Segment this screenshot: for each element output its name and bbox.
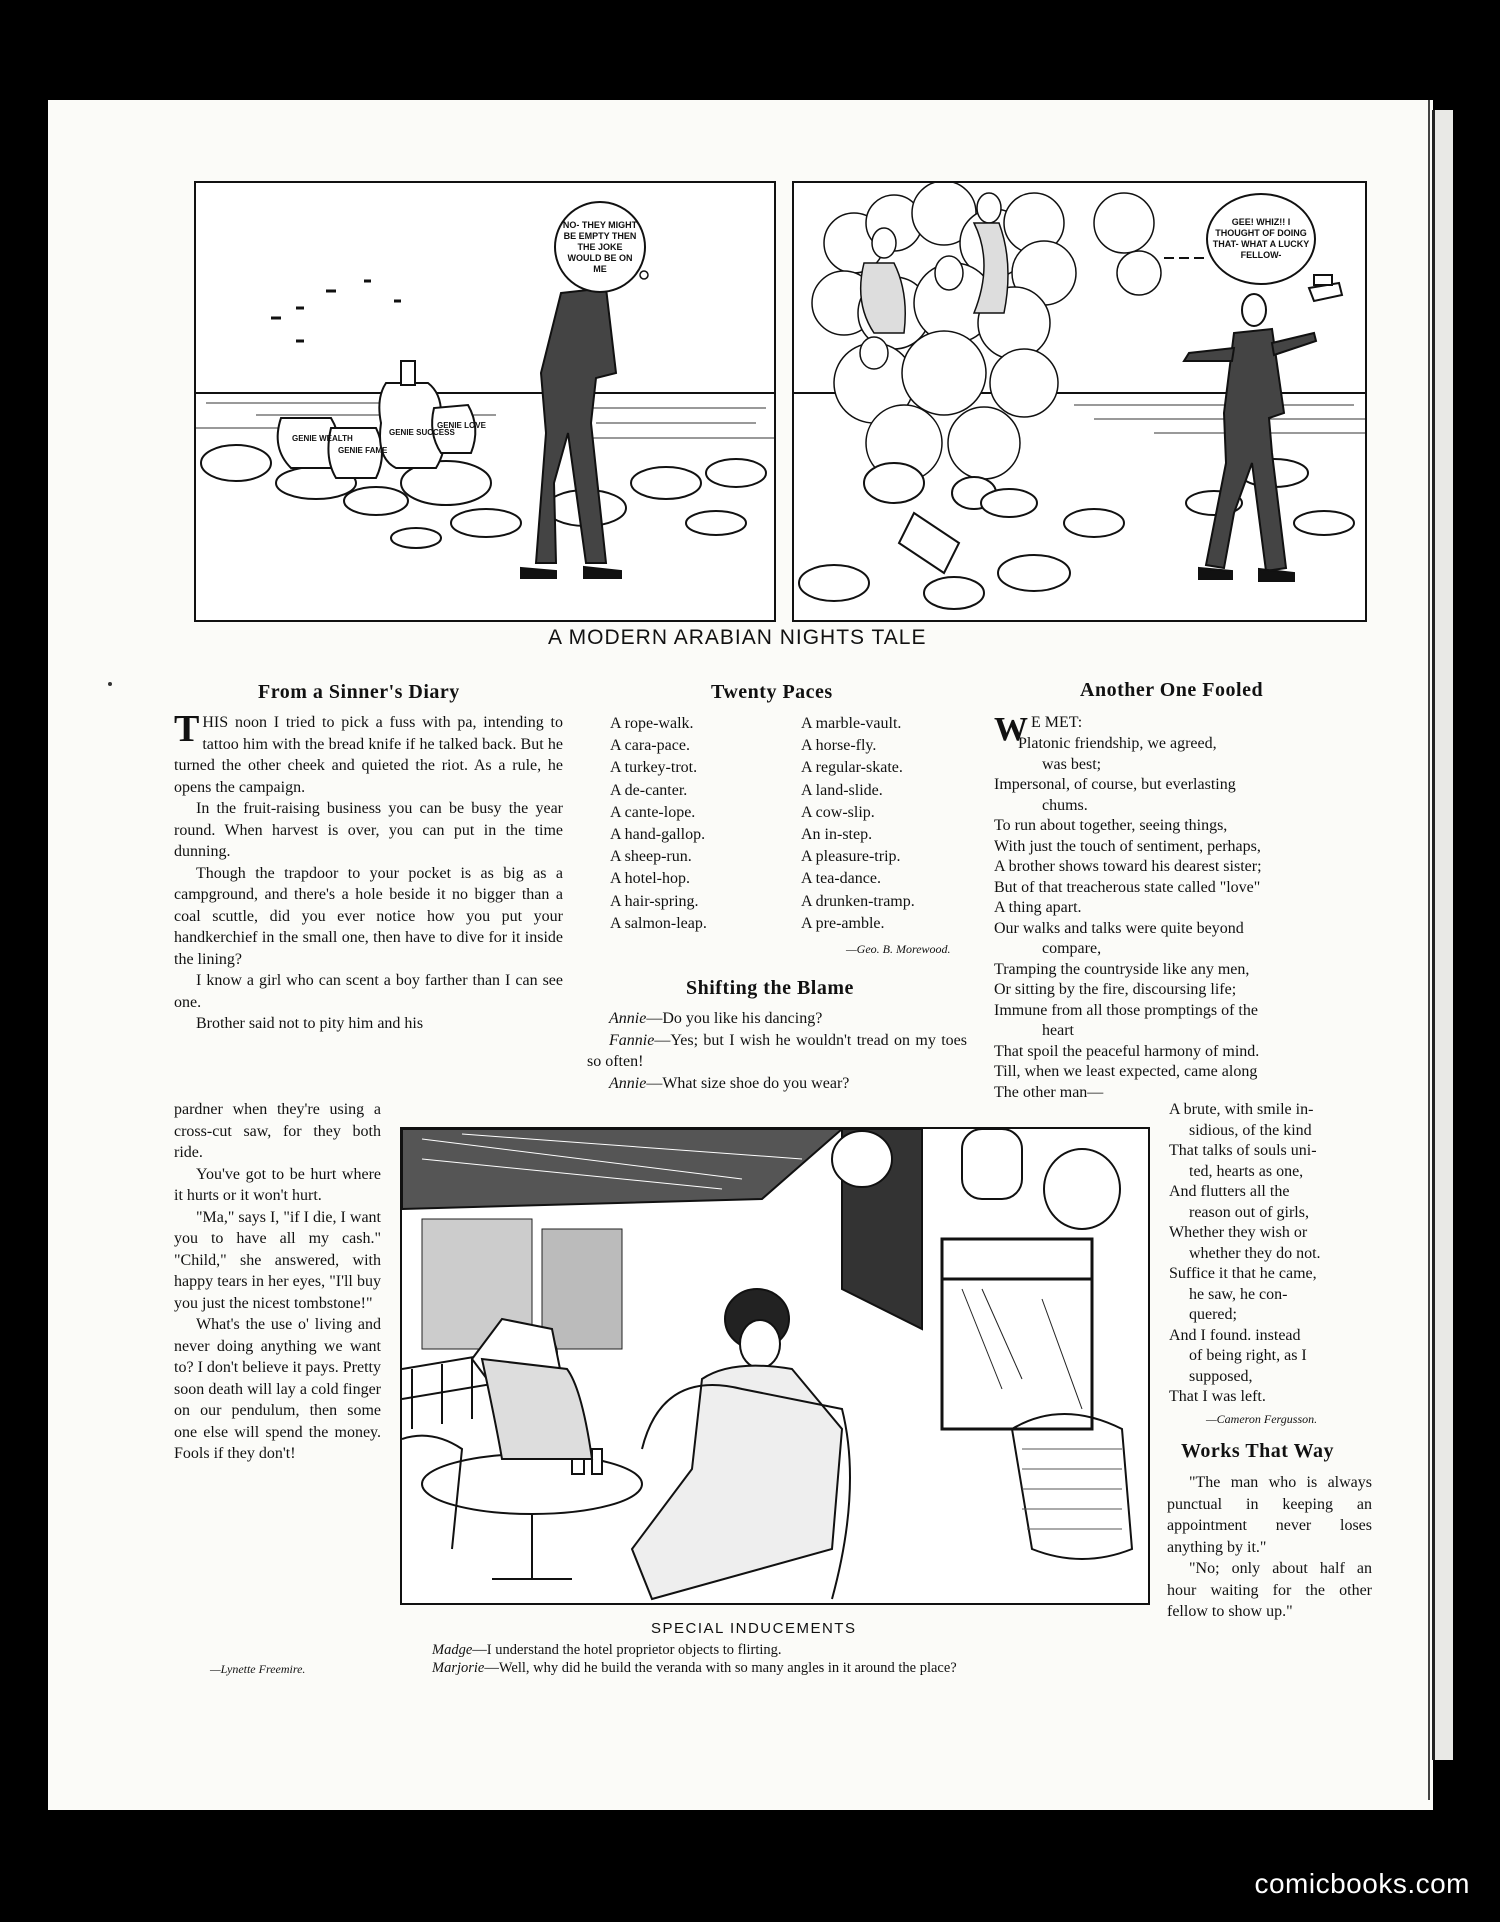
poem-line: A thing apart. [994, 899, 1082, 916]
diary-paragraph: In the fruit-raising business you can be busy the year round. When harvest is over, you can put in the time dunning. [174, 800, 563, 860]
speaker: Fannie [609, 1031, 655, 1049]
poem-line: And I found. instead [1169, 1326, 1301, 1344]
page-gutter [1428, 100, 1430, 1800]
joke-paragraph: "No; only about half an hour waiting for the other fellow to show up." [1167, 1560, 1372, 1620]
pace-item: A drunken-tramp. [801, 892, 915, 910]
pace-item: A land-slide. [801, 781, 883, 799]
comic-panel-left [194, 181, 776, 622]
poem-line: A brute, with smile in- [1169, 1101, 1314, 1118]
jug-label-love: GENIE LOVE [437, 421, 486, 430]
sinners-diary-narrow-column [174, 1099, 381, 1465]
pace-item: An in-step. [801, 826, 873, 844]
twenty-paces-heading: Twenty Paces [711, 681, 833, 703]
poem-line: That talks of souls uni- [1169, 1142, 1317, 1159]
pace-item: A salmon-leap. [610, 914, 707, 932]
comic-panel-right [792, 181, 1367, 622]
poem-line: he saw, he con- [1189, 1285, 1288, 1303]
poem-line: With just the touch of sentiment, perhaps, [994, 837, 1261, 855]
pace-item: A hand-gallop. [610, 826, 706, 844]
speaker: Annie [609, 1074, 647, 1092]
pace-item: A marble-vault. [801, 715, 902, 732]
diary-paragraph: I know a girl who can scent a boy farther than I can see one. [174, 972, 563, 1011]
poem-credit: —Cameron Fergusson. [1206, 1412, 1318, 1426]
poem-line: sidious, of the kind [1189, 1121, 1312, 1139]
poem-line: reason out of girls, [1189, 1203, 1309, 1221]
poem-line: Immune from all those promptings of the [994, 1001, 1258, 1019]
speaker: Marjorie [432, 1660, 485, 1676]
pace-item: A cante-lope. [610, 803, 696, 821]
poem-line: Platonic friendship, we agreed, [1018, 735, 1217, 752]
pace-item: A pleasure-trip. [801, 848, 901, 866]
twenty-paces-credit: —Geo. B. Morewood. [846, 942, 951, 956]
poem-line: supposed, [1189, 1367, 1253, 1385]
ink-speck [108, 682, 112, 686]
joke-paragraph: "The man who is always punctual in keeping an appointment never loses anything by it." [1167, 1474, 1372, 1556]
drop-cap-t: T [174, 708, 200, 750]
sinners-diary-heading: From a Sinner's Diary [258, 681, 460, 703]
diary-paragraph: pardner when they're using a cross-cut saw, for they both ride. [174, 1101, 381, 1161]
poem-line: was best; [1042, 755, 1102, 773]
speech-bubble-left: NO- THEY MIGHT BE EMPTY THEN THE JOKE WOULD BE ON ME [554, 201, 646, 293]
pace-item: A hotel-hop. [610, 870, 690, 888]
poem-line: of being right, as I [1189, 1347, 1307, 1364]
pace-item: A hair-spring. [610, 892, 699, 910]
pace-item: A rope-walk. [610, 715, 694, 732]
poem-line: Impersonal, of course, but everlasting [994, 776, 1236, 793]
pace-item: A sheep-run. [610, 848, 692, 866]
poem-line: And flutters all the [1169, 1183, 1290, 1200]
diary-paragraph: Brother said not to pity him and his [196, 1015, 424, 1032]
poem-line: Whether they wish or [1169, 1224, 1308, 1241]
next-page-edge [1432, 110, 1453, 1760]
poem-line: ted, hearts as one, [1189, 1162, 1304, 1180]
diary-paragraph: What's the use o' living and never doing anything we want to? I don't believe it pays. Pretty soon death will lay a cold finger on our pendulum, then some one else will spend the money. Fools if they don't! [174, 1316, 381, 1462]
jug-label-wealth: GENIE WEALTH [292, 434, 353, 443]
veranda-illustration [400, 1127, 1150, 1605]
caption-line: Marjorie—Well, why did he build the veranda with so many angles in it around the place? [432, 1660, 957, 1676]
poem-line: compare, [1042, 940, 1102, 957]
illustration-caption-heading: SPECIAL INDUCEMENTS [651, 1620, 857, 1637]
dialogue-line: Fannie—Yes; but I wish he wouldn't tread on my toes so often! [587, 1031, 967, 1070]
poem-line: To run about together, seeing things, [994, 817, 1228, 834]
site-watermark: comicbooks.com [1254, 1868, 1470, 1899]
poem-line: But of that treacherous state called "love" [994, 878, 1261, 896]
poem-first-line: W E MET: [994, 711, 1083, 748]
poem-line: Tramping the countryside like any men, [994, 960, 1250, 978]
poem-wide-lines [994, 734, 1262, 1103]
poem-line: whether they do not. [1189, 1244, 1321, 1262]
poem-line: Our walks and talks were quite beyond [994, 919, 1244, 937]
pace-item: A cara-pace. [610, 737, 690, 755]
speaker: Annie [609, 1010, 647, 1027]
shifting-blame-dialogue [587, 1008, 967, 1094]
diary-paragraph: Though the trapdoor to your pocket is as big as a campground, and there's a hole beside it no bigger than a coal scuttle, did you ever notice how you put your handkerchief in the small one, then have to dive for it inside the lining? [174, 864, 563, 968]
dialogue-line: Annie—What size shoe do you wear? [609, 1074, 850, 1092]
jug-label-success: GENIE SUCCESS [389, 428, 455, 437]
comic-title: A MODERN ARABIAN NIGHTS TALE [548, 626, 927, 649]
drop-cap-w: W [994, 711, 1028, 748]
poem-line: That I was left. [1169, 1388, 1266, 1405]
pace-item: A pre-amble. [801, 914, 885, 932]
diary-paragraph: HIS noon I tried to pick a fuss with pa, intending to tattoo him with the bread knife if he talked back. But he turned the other cheek and quieted the riot. As a rule, he opens the campaign. [174, 714, 563, 796]
speaker: Madge [432, 1642, 473, 1658]
diary-paragraph: "Ma," says I, "if I die, I want you to have all my cash." "Child," she answered, with happy tears in her eyes, "I'll buy you just the nicest tombstone!" [174, 1208, 381, 1312]
poem-line: The other man— [994, 1083, 1104, 1101]
jug-label-fame: GENIE FAME [338, 446, 388, 455]
twenty-paces-list-left [610, 713, 707, 935]
pace-item: A turkey-trot. [610, 759, 698, 777]
works-that-way-column [1167, 1472, 1372, 1623]
caption-line: Madge—I understand the hotel proprietor objects to flirting. [432, 1642, 782, 1658]
pace-item: A de-canter. [610, 781, 688, 799]
dialogue-line: Annie—Do you like his dancing? [609, 1010, 823, 1027]
speech-bubble-right: GEE! WHIZ!! I THOUGHT OF DOING THAT- WHAT A LUCKY FELLOW- [1206, 193, 1316, 285]
another-one-fooled-heading: Another One Fooled [1080, 679, 1264, 701]
poem-line: Or sitting by the fire, discoursing life; [994, 981, 1237, 998]
pace-item: A regular-skate. [801, 759, 903, 777]
sinners-diary-column [174, 708, 563, 1035]
poem-line: Suffice it that he came, [1169, 1265, 1317, 1282]
pace-item: A horse-fly. [801, 737, 877, 755]
pace-item: A cow-slip. [801, 803, 875, 821]
poem-line: A brother shows toward his dearest sister; [994, 858, 1262, 875]
shifting-blame-heading: Shifting the Blame [686, 977, 854, 999]
veranda-scene [402, 1129, 1148, 1603]
poem-line: That spoil the peaceful harmony of mind. [994, 1042, 1260, 1060]
poem-line: quered; [1189, 1306, 1237, 1323]
works-that-way-heading: Works That Way [1181, 1440, 1334, 1462]
poem-narrow-lines [1169, 1100, 1321, 1408]
pace-item: A tea-dance. [801, 870, 881, 888]
diary-paragraph: You've got to be hurt where it hurts or it won't hurt. [174, 1165, 381, 1204]
illustration-caption [432, 1641, 1152, 1677]
beach-scene-left [196, 183, 774, 620]
poem-line: chums. [1042, 796, 1088, 814]
twenty-paces-list-right [801, 713, 915, 935]
poem-line: heart [1042, 1022, 1074, 1039]
poem-line: Till, when we least expected, came along [994, 1063, 1258, 1080]
diary-credit: —Lynette Freemire. [210, 1662, 306, 1676]
